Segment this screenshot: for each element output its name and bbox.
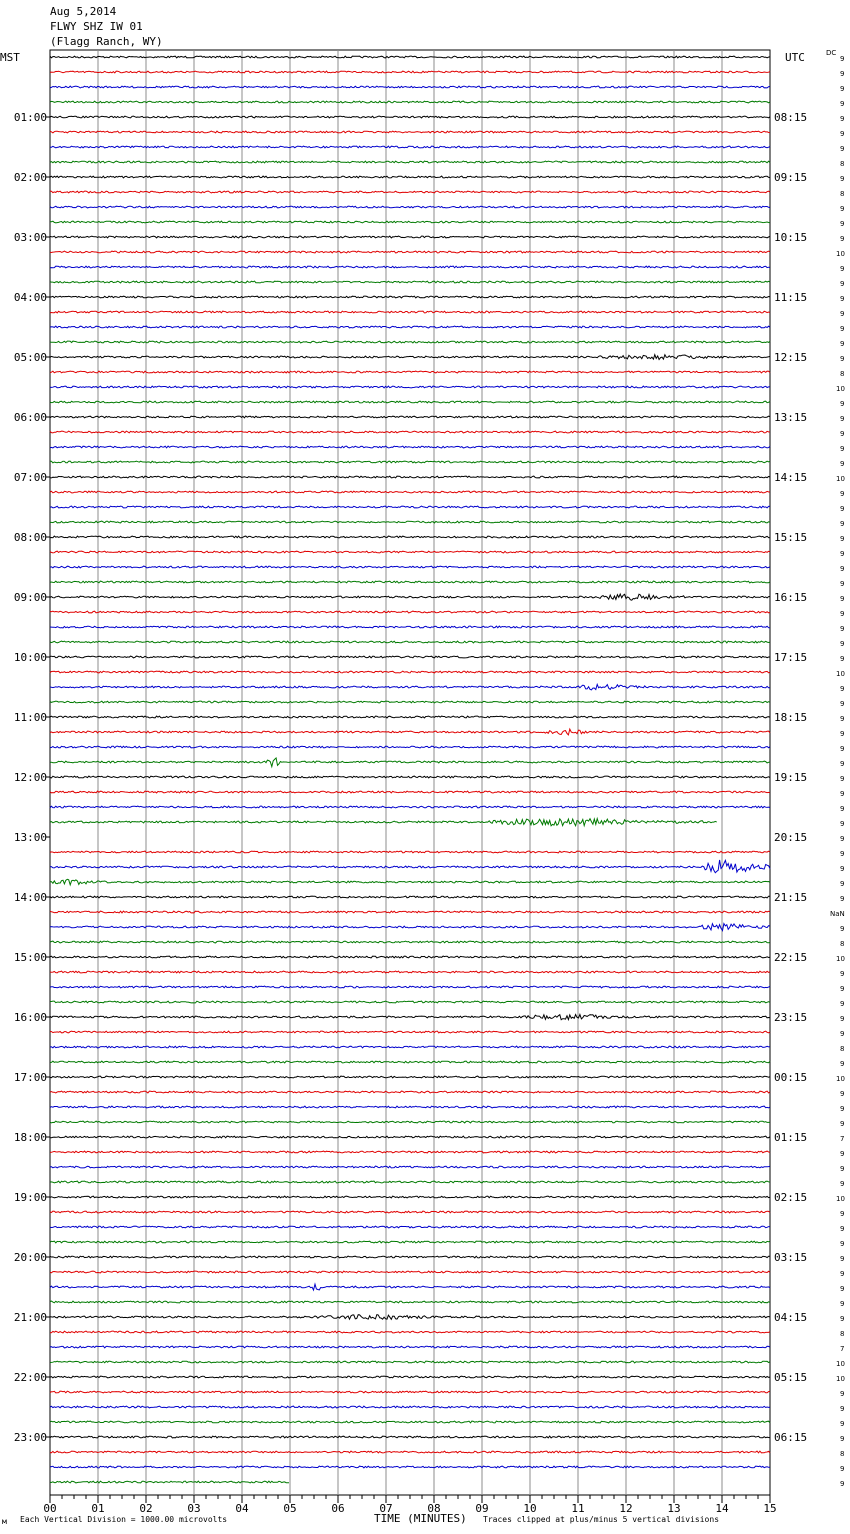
trace-20 [50,355,770,360]
left-hour-label: 08:00 [13,531,47,544]
dc-offset-value: 9 [840,1030,845,1038]
trace-63 [50,1001,770,1003]
dc-offset-value: 9 [840,70,845,78]
dc-offset-value: 9 [840,790,845,798]
trace-17 [50,311,770,313]
trace-48 [50,776,770,778]
x-tick-label: 06 [331,1502,345,1515]
dc-offset-value: 9 [840,835,845,843]
x-tick-label: 04 [235,1502,249,1515]
left-hour-label: 09:00 [13,591,47,604]
right-hour-label: 02:15 [774,1191,808,1204]
trace-15 [50,281,770,283]
left-hour-label: 12:00 [13,771,47,784]
x-tick-label: 11 [571,1502,585,1515]
right-hour-label: 16:15 [774,591,808,604]
left-hour-label: 06:00 [13,411,47,424]
station-location: (Flagg Ranch, WY) [50,35,163,48]
dc-offset-value: 9 [840,925,845,933]
left-hour-label: 13:00 [13,831,47,844]
dc-offset-value: 9 [840,355,845,363]
dc-offset-value: 9 [840,430,845,438]
trace-68 [50,1076,770,1078]
trace-81 [50,1271,770,1273]
trace-37 [50,611,770,613]
dc-offset-value: 7 [840,1135,845,1143]
trace-47 [50,758,770,767]
trace-25 [50,431,770,433]
dc-offset-value: 10 [836,1195,845,1203]
dc-offset-value: 9 [840,595,845,603]
trace-9 [50,191,770,193]
trace-82 [50,1284,770,1290]
trace-16 [50,296,770,298]
trace-56 [50,896,770,898]
trace-5 [50,131,770,133]
right-hour-label: 13:15 [774,411,808,424]
dc-offset-value: 9 [840,1105,845,1113]
dc-offset-value: 9 [840,685,845,693]
dc-offset-value: 9 [840,895,845,903]
trace-87 [50,1361,770,1363]
dc-offset-value: 9 [840,550,845,558]
x-tick-label: 09 [475,1502,489,1515]
trace-41 [50,671,770,673]
trace-90 [50,1406,770,1408]
dc-offset-value: 9 [840,775,845,783]
right-hour-label: 14:15 [774,471,808,484]
dc-offset-value: NaN [830,910,845,918]
clip-note: Traces clipped at plus/minus 5 vertical divisions [483,1515,720,1524]
x-axis-label: TIME (MINUTES) [374,1512,467,1525]
trace-1 [50,71,770,73]
right-hour-label: 23:15 [774,1011,808,1024]
dc-offset-value: 9 [840,580,845,588]
trace-53 [50,851,770,853]
left-hour-label: 07:00 [13,471,47,484]
trace-62 [50,986,770,988]
trace-6 [50,146,770,148]
trace-34 [50,566,770,568]
dc-offset-value: 9 [840,1225,845,1233]
right-hour-label: 11:15 [774,291,808,304]
trace-36 [50,594,770,600]
dc-offset-value: 10 [836,670,845,678]
trace-46 [50,746,770,748]
dc-offset-value: 9 [840,880,845,888]
dc-offset-value: 8 [840,1450,845,1458]
trace-45 [50,729,770,735]
right-hour-label: 18:15 [774,711,808,724]
dc-offset-value: 9 [840,1465,845,1473]
trace-0 [50,56,770,58]
dc-offset-value: 9 [840,415,845,423]
dc-offset-value: 9 [840,1090,845,1098]
trace-60 [50,956,770,958]
trace-57 [50,911,770,913]
left-axis-label: MST [0,51,20,64]
right-hour-label: 08:15 [774,111,808,124]
left-hour-label: 02:00 [13,171,47,184]
dc-offset-value: 9 [840,325,845,333]
trace-10 [50,206,770,208]
dc-offset-value: 9 [840,340,845,348]
station-id: FLWY SHZ IW 01 [50,20,143,33]
trace-80 [50,1256,770,1258]
left-hour-label: 04:00 [13,291,47,304]
dc-offset-value: 9 [840,505,845,513]
trace-95 [50,1481,289,1483]
left-hour-label: 01:00 [13,111,47,124]
trace-51 [50,819,717,826]
dc-offset-value: 10 [836,475,845,483]
dc-offset-value: 8 [840,190,845,198]
trace-67 [50,1061,770,1063]
dc-offset-value: 9 [840,235,845,243]
trace-39 [50,641,770,643]
trace-32 [50,536,770,538]
trace-49 [50,791,770,793]
dc-offset-value: 9 [840,700,845,708]
dc-offset-value: 9 [840,1390,845,1398]
trace-58 [50,924,770,931]
dc-offset-value: 9 [840,535,845,543]
dc-offset-value: 9 [840,1015,845,1023]
trace-21 [50,371,770,373]
left-hour-label: 17:00 [13,1071,47,1084]
right-hour-label: 09:15 [774,171,808,184]
trace-14 [50,266,770,268]
trace-61 [50,971,770,973]
left-hour-label: 18:00 [13,1131,47,1144]
trace-83 [50,1301,770,1303]
trace-91 [50,1421,770,1423]
trace-11 [50,221,770,223]
dc-offset-value: 9 [840,490,845,498]
dc-offset-value: 9 [840,1150,845,1158]
dc-offset-value: 7 [840,1345,845,1353]
dc-offset-value: 9 [840,655,845,663]
right-hour-label: 12:15 [774,351,808,364]
trace-76 [50,1196,770,1198]
dc-offset-value: 9 [840,220,845,228]
dc-offset-value: 8 [840,1045,845,1053]
dc-offset-value: 9 [840,1420,845,1428]
dc-offset-value: 9 [840,1285,845,1293]
trace-4 [50,116,770,118]
right-hour-label: 17:15 [774,651,808,664]
trace-78 [50,1226,770,1228]
trace-2 [50,86,770,88]
trace-3 [50,101,770,103]
dc-offset-value: 8 [840,1330,845,1338]
dc-offset-value: 9 [840,760,845,768]
trace-94 [50,1466,770,1468]
left-hour-label: 22:00 [13,1371,47,1384]
trace-64 [50,1015,770,1020]
dc-offset-value: 9 [840,400,845,408]
dc-offset-value: 9 [840,1435,845,1443]
dc-offset-value: 9 [840,55,845,63]
right-hour-label: 00:15 [774,1071,808,1084]
trace-8 [50,176,770,178]
trace-31 [50,521,770,523]
corner-mark: м [2,1517,7,1526]
scale-note: Each Vertical Division = 1000.00 microvolts [20,1515,228,1524]
x-tick-label: 00 [43,1502,57,1515]
left-hour-label: 14:00 [13,891,47,904]
dc-offset-value: 9 [840,565,845,573]
dc-offset-value: 8 [840,160,845,168]
trace-38 [50,626,770,628]
x-tick-label: 13 [667,1502,681,1515]
trace-43 [50,701,770,703]
trace-79 [50,1241,770,1243]
right-hour-label: 22:15 [774,951,808,964]
dc-offset-value: 9 [840,1480,845,1488]
dc-offset-value: 9 [840,1165,845,1173]
dc-offset-value: 9 [840,1240,845,1248]
trace-92 [50,1436,770,1438]
x-tick-label: 08 [427,1502,441,1515]
trace-18 [50,326,770,328]
dc-offset-value: 9 [840,610,845,618]
dc-offset-value: 10 [836,1360,845,1368]
trace-54 [50,860,770,873]
dc-offset-value: 9 [840,1060,845,1068]
dc-offset-value: 9 [840,130,845,138]
right-hour-label: 03:15 [774,1251,808,1264]
right-hour-label: 19:15 [774,771,808,784]
x-tick-label: 05 [283,1502,297,1515]
dc-offset-value: 9 [840,1210,845,1218]
dc-offset-value: 9 [840,85,845,93]
trace-86 [50,1346,770,1348]
dc-offset-value: 10 [836,250,845,258]
dc-offset-value: 9 [840,205,845,213]
right-hour-label: 10:15 [774,231,808,244]
dc-offset-value: 9 [840,745,845,753]
left-hour-label: 05:00 [13,351,47,364]
left-hour-label: 21:00 [13,1311,47,1324]
trace-13 [50,251,770,253]
trace-85 [50,1331,770,1333]
trace-33 [50,551,770,553]
right-hour-label: 21:15 [774,891,808,904]
dc-offset-value: 9 [840,1255,845,1263]
dc-offset-value: 9 [840,1270,845,1278]
dc-offset-value: 9 [840,280,845,288]
trace-35 [50,581,770,583]
trace-65 [50,1031,770,1033]
trace-69 [50,1091,770,1093]
x-tick-label: 14 [715,1502,729,1515]
dc-offset-value: 9 [840,520,845,528]
left-hour-label: 15:00 [13,951,47,964]
dc-offset-value: 9 [840,970,845,978]
trace-73 [50,1151,770,1153]
trace-26 [50,446,770,448]
trace-88 [50,1376,770,1378]
dc-offset-value: 9 [840,145,845,153]
dc-offset-value: 8 [840,370,845,378]
trace-75 [50,1181,770,1183]
dc-offset-value: 9 [840,805,845,813]
dc-offset-value: 9 [840,1120,845,1128]
trace-74 [50,1166,770,1168]
dc-offset-value: 9 [840,640,845,648]
dc-offset-value: 9 [840,715,845,723]
dc-offset-value: 9 [840,850,845,858]
dc-offset-value: 10 [836,1375,845,1383]
right-hour-label: 15:15 [774,531,808,544]
dc-offset-value: 9 [840,100,845,108]
trace-93 [50,1451,770,1453]
trace-12 [50,236,770,238]
dc-offset-value: 10 [836,955,845,963]
x-tick-label: 03 [187,1502,201,1515]
trace-50 [50,806,770,808]
trace-7 [50,161,770,163]
x-tick-label: 07 [379,1502,393,1515]
left-hour-label: 11:00 [13,711,47,724]
dc-offset-value: 9 [840,175,845,183]
dc-offset-value: 9 [840,865,845,873]
dc-offset-value: 10 [836,385,845,393]
dc-offset-value: 10 [836,1075,845,1083]
trace-71 [50,1121,770,1123]
dc-offset-value: 9 [840,625,845,633]
trace-30 [50,506,770,508]
left-hour-label: 19:00 [13,1191,47,1204]
right-axis-label: UTC [785,51,805,64]
dc-offset-value: 9 [840,115,845,123]
dc-offset-value: 9 [840,460,845,468]
trace-27 [50,461,770,463]
trace-84 [50,1315,770,1320]
plot-date: Aug 5,2014 [50,5,117,18]
dc-offset-value: 9 [840,445,845,453]
dc-offset-value: 9 [840,1315,845,1323]
left-hour-label: 16:00 [13,1011,47,1024]
right-hour-label: 06:15 [774,1431,808,1444]
right-hour-label: 05:15 [774,1371,808,1384]
dc-offset-value: 9 [840,1180,845,1188]
dc-column-label: DC [826,49,837,57]
trace-77 [50,1211,770,1213]
x-tick-label: 15 [763,1502,777,1515]
left-hour-label: 03:00 [13,231,47,244]
right-hour-label: 04:15 [774,1311,808,1324]
right-hour-label: 01:15 [774,1131,808,1144]
trace-42 [50,684,770,690]
trace-29 [50,491,770,493]
left-hour-label: 23:00 [13,1431,47,1444]
trace-70 [50,1106,770,1108]
x-tick-label: 10 [523,1502,537,1515]
trace-44 [50,716,770,718]
trace-19 [50,341,770,343]
trace-72 [50,1136,770,1138]
dc-offset-value: 9 [840,295,845,303]
x-tick-label: 02 [139,1502,153,1515]
dc-offset-value: 9 [840,265,845,273]
left-hour-label: 10:00 [13,651,47,664]
x-tick-label: 01 [91,1502,105,1515]
trace-89 [50,1391,770,1393]
trace-59 [50,941,770,943]
dc-offset-value: 9 [840,985,845,993]
trace-22 [50,386,770,388]
dc-offset-value: 9 [840,1405,845,1413]
left-hour-label: 20:00 [13,1251,47,1264]
dc-offset-value: 9 [840,1300,845,1308]
right-hour-label: 20:15 [774,831,808,844]
trace-55 [50,879,770,885]
trace-66 [50,1046,770,1048]
trace-40 [50,656,770,658]
trace-28 [50,476,770,478]
dc-offset-value: 9 [840,820,845,828]
trace-23 [50,401,770,403]
trace-24 [50,416,770,418]
dc-offset-value: 9 [840,310,845,318]
x-tick-label: 12 [619,1502,633,1515]
dc-offset-value: 8 [840,940,845,948]
dc-offset-value: 9 [840,730,845,738]
dc-offset-value: 9 [840,1000,845,1008]
